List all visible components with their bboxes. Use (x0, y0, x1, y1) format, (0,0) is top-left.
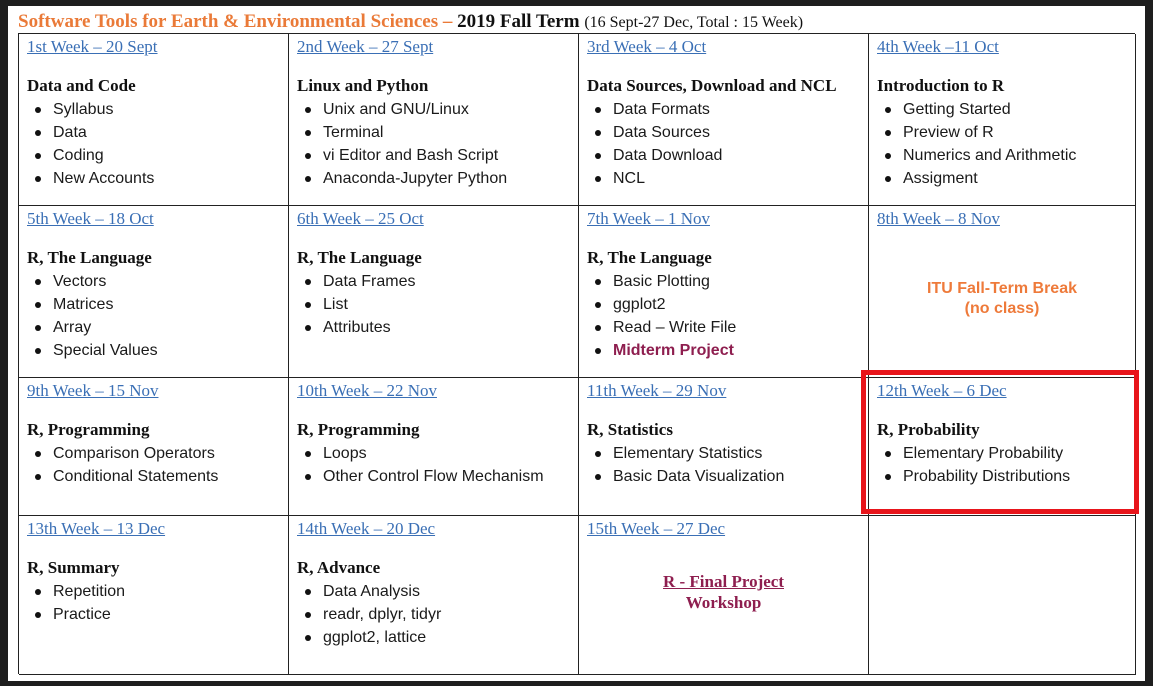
week-topic: R, Probability (877, 420, 980, 439)
topic-list (877, 98, 1127, 190)
list-item: Read – Write File (587, 316, 860, 339)
week-topic: Introduction to R (877, 76, 1005, 95)
week-topic: Data and Code (27, 76, 136, 95)
list-item: Repetition (27, 580, 280, 603)
topic-list (587, 98, 860, 190)
week-cell-11 (579, 378, 869, 516)
week-cell-10 (289, 378, 579, 516)
week-link-5[interactable]: 5th Week – 18 Oct (27, 209, 154, 228)
list-item: Data (27, 121, 280, 144)
week-topic: R, Advance (297, 558, 381, 577)
week-cell-4 (869, 34, 1136, 206)
list-item: ggplot2, lattice (297, 626, 570, 649)
list-item: Other Control Flow Mechanism (297, 465, 570, 488)
list-item: Getting Started (877, 98, 1127, 121)
week-topic: R, Programming (27, 420, 150, 439)
list-item: Basic Plotting (587, 270, 860, 293)
list-item: Terminal (297, 121, 570, 144)
topic-list (297, 580, 570, 649)
week-topic: R, Programming (297, 420, 420, 439)
week-topic: Data Sources, Download and NCL (587, 76, 837, 95)
list-item: Data Formats (587, 98, 860, 121)
week-link-6[interactable]: 6th Week – 25 Oct (297, 209, 424, 228)
list-item: Data Frames (297, 270, 570, 293)
list-item: Loops (297, 442, 570, 465)
week-topic: R, The Language (27, 248, 152, 267)
week-link-15[interactable]: 15th Week – 27 Dec (587, 519, 726, 538)
week-link-9[interactable]: 9th Week – 15 Nov (27, 381, 159, 400)
week-topic: Linux and Python (297, 76, 429, 95)
fall-break-subtitle: (no class) (964, 300, 1040, 317)
topic-list (297, 98, 570, 190)
page-title (18, 11, 803, 34)
topic-list (27, 98, 280, 190)
topic-list (297, 442, 570, 488)
list-item: Conditional Statements (27, 465, 280, 488)
final-project-link[interactable]: R - Final Project (662, 572, 784, 591)
week-cell-13 (19, 516, 289, 675)
week-link-13[interactable]: 13th Week – 13 Dec (27, 519, 166, 538)
list-item: readr, dplyr, tidyr (297, 603, 570, 626)
list-item: Basic Data Visualization (587, 465, 860, 488)
list-item: Data Analysis (297, 580, 570, 603)
week-link-10[interactable]: 10th Week – 22 Nov (297, 381, 437, 400)
topic-list (27, 270, 280, 362)
fall-break-title: ITU Fall-Term Break (927, 280, 1077, 297)
week-cell-15 (579, 516, 869, 675)
syllabus-page (8, 6, 1145, 681)
week-link-11[interactable]: 11th Week – 29 Nov (587, 381, 727, 400)
list-item: Preview of R (877, 121, 1127, 144)
list-item: Data Sources (587, 121, 860, 144)
fall-break-note (869, 279, 1135, 319)
week-link-1[interactable]: 1st Week – 20 Sept (27, 37, 158, 56)
week-link-12[interactable]: 12th Week – 6 Dec (877, 381, 1007, 400)
list-item: Matrices (27, 293, 280, 316)
list-item: List (297, 293, 570, 316)
list-item: vi Editor and Bash Script (297, 144, 570, 167)
list-item: Numerics and Arithmetic (877, 144, 1127, 167)
week-link-7[interactable]: 7th Week – 1 Nov (587, 209, 710, 228)
list-item: Elementary Probability (877, 442, 1127, 465)
list-item: Probability Distributions (877, 465, 1127, 488)
week-cell-14 (289, 516, 579, 675)
list-item: ggplot2 (587, 293, 860, 316)
list-item: Unix and GNU/Linux (297, 98, 570, 121)
workshop-label: Workshop (685, 593, 762, 612)
week-topic: R, The Language (587, 248, 712, 267)
topic-list (587, 270, 860, 362)
list-item: NCL (587, 167, 860, 190)
title-dash: – (442, 11, 453, 32)
empty-cell (869, 516, 1136, 675)
list-item: Elementary Statistics (587, 442, 860, 465)
schedule-table (18, 33, 1135, 674)
week-link-2[interactable]: 2nd Week – 27 Sept (297, 37, 434, 56)
topic-list (27, 442, 280, 488)
midterm-project-item: Midterm Project (587, 339, 860, 362)
term-label: 2019 Fall Term (457, 11, 580, 32)
topic-list (297, 270, 570, 339)
week-cell-8 (869, 206, 1136, 378)
list-item: Vectors (27, 270, 280, 293)
topic-list (27, 580, 280, 626)
week-link-14[interactable]: 14th Week – 20 Dec (297, 519, 436, 538)
week-cell-3 (579, 34, 869, 206)
list-item: Practice (27, 603, 280, 626)
list-item: New Accounts (27, 167, 280, 190)
week-link-8[interactable]: 8th Week – 8 Nov (877, 209, 1000, 228)
week-link-3[interactable]: 3rd Week – 4 Oct (587, 37, 707, 56)
list-item: Special Values (27, 339, 280, 362)
topic-list (877, 442, 1127, 488)
week-cell-9 (19, 378, 289, 516)
week-cell-6 (289, 206, 579, 378)
list-item: Comparison Operators (27, 442, 280, 465)
week-topic: R, Summary (27, 558, 120, 577)
list-item: Coding (27, 144, 280, 167)
week-topic: R, The Language (297, 248, 422, 267)
list-item: Attributes (297, 316, 570, 339)
list-item: Assigment (877, 167, 1127, 190)
week-cell-2 (289, 34, 579, 206)
list-item: Anaconda-Jupyter Python (297, 167, 570, 190)
list-item: Syllabus (27, 98, 280, 121)
week-cell-12 (869, 378, 1136, 516)
final-project-note (579, 571, 868, 613)
week-cell-1 (19, 34, 289, 206)
topic-list (587, 442, 860, 488)
week-topic: R, Statistics (587, 420, 673, 439)
week-cell-7 (579, 206, 869, 378)
week-link-4[interactable]: 4th Week –11 Oct (877, 37, 999, 56)
list-item: Array (27, 316, 280, 339)
term-dates: (16 Sept-27 Dec, Total : 15 Week) (584, 14, 804, 31)
week-cell-5 (19, 206, 289, 378)
course-title: Software Tools for Earth & Environmental Sciences (18, 11, 439, 32)
list-item: Data Download (587, 144, 860, 167)
